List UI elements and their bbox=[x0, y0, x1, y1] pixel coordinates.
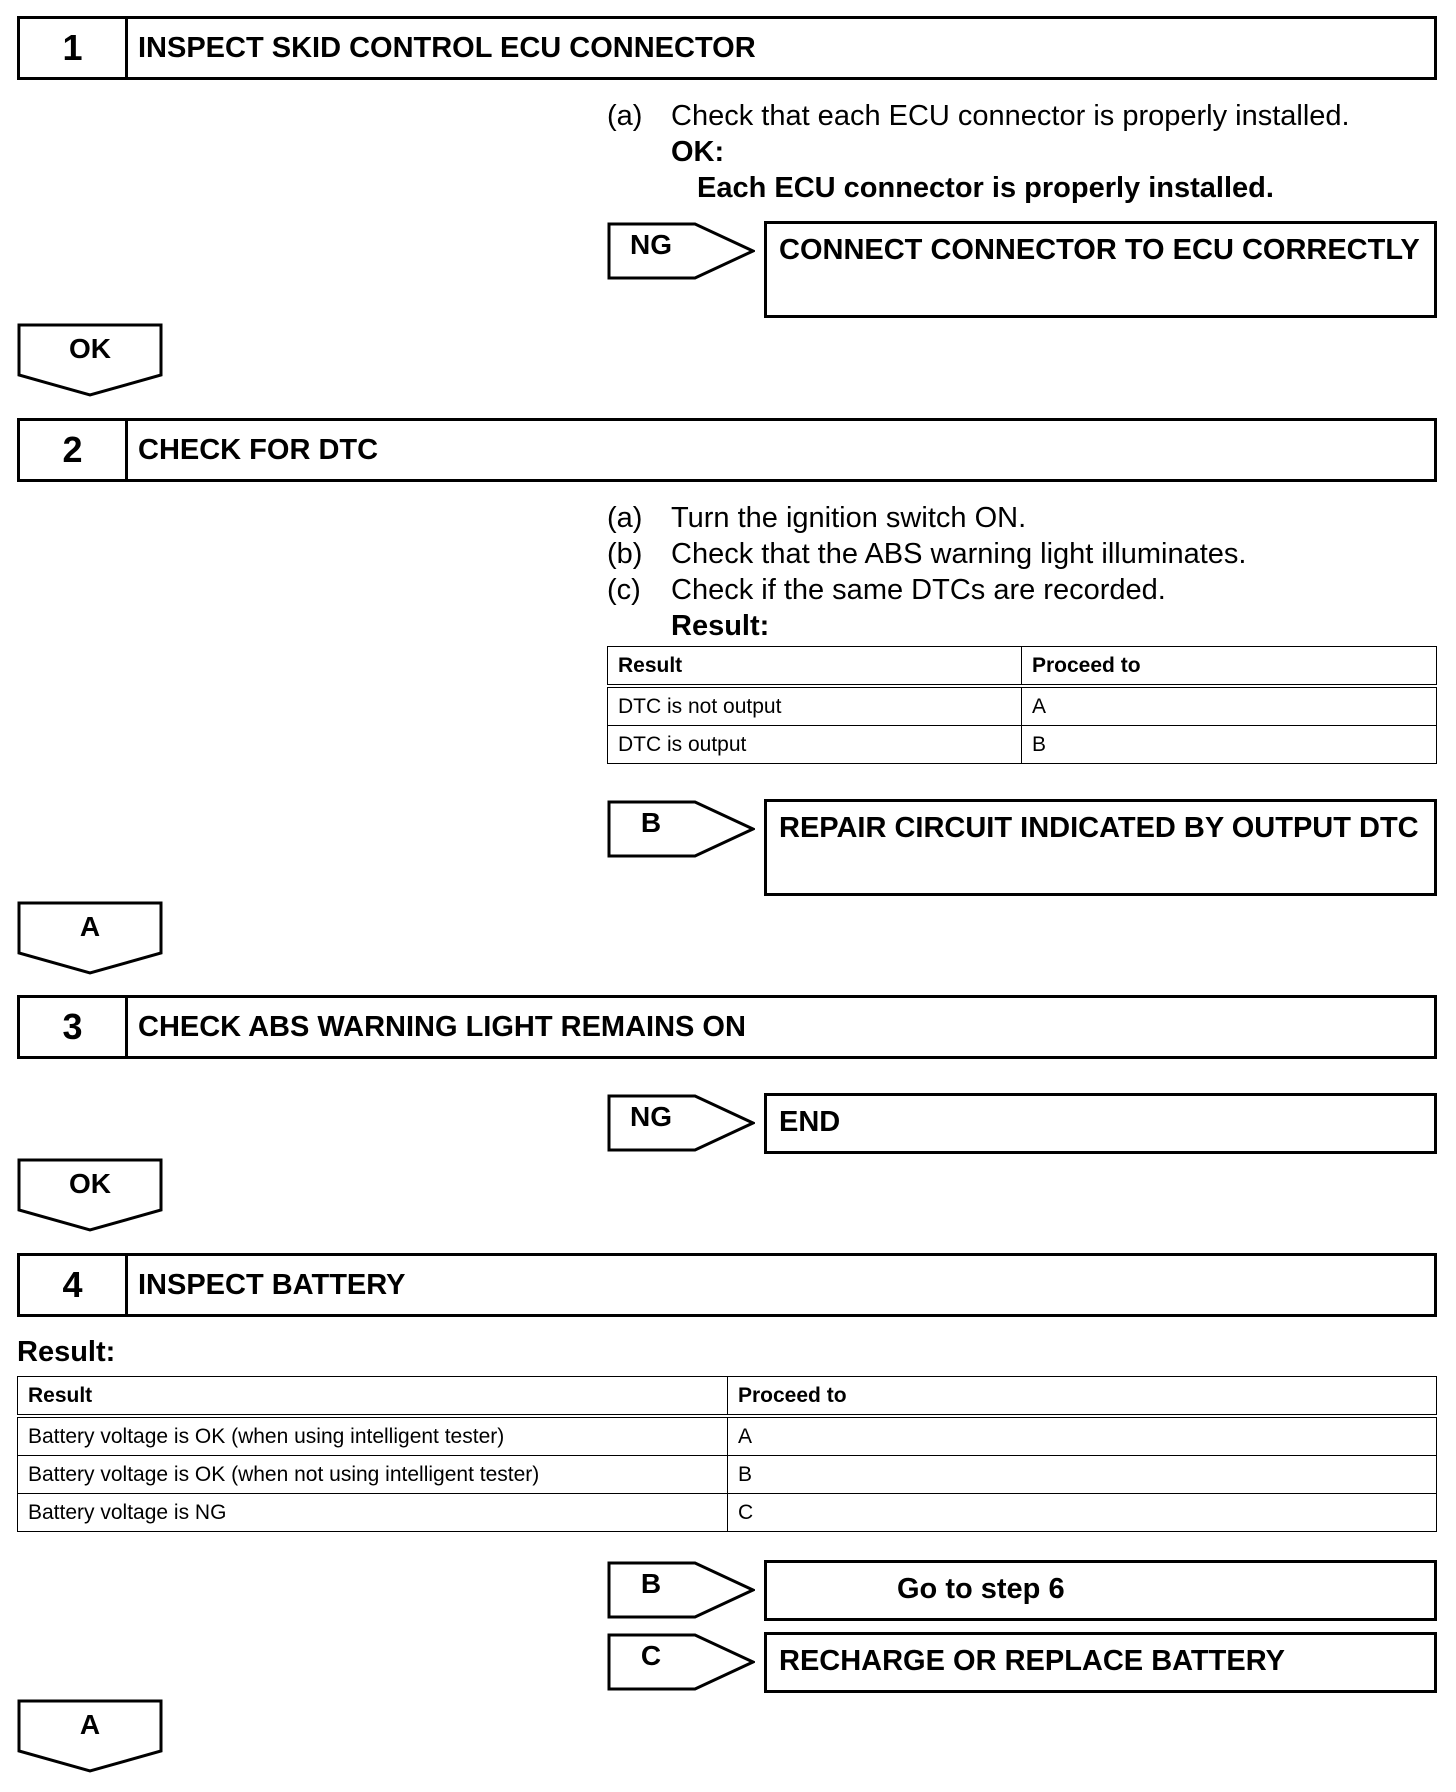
branch-label: NG bbox=[630, 1101, 672, 1132]
action-box: CONNECT CONNECTOR TO ECU CORRECTLY bbox=[764, 221, 1437, 318]
result-table bbox=[607, 646, 1437, 764]
step-number: 3 bbox=[20, 998, 128, 1056]
table-header: Proceed to bbox=[728, 1377, 1437, 1417]
proceed-label: A bbox=[79, 1709, 101, 1740]
table-header: Proceed to bbox=[1022, 647, 1437, 687]
step-1-header bbox=[17, 16, 1437, 80]
table-cell: A bbox=[728, 1416, 1437, 1456]
goto-box[interactable]: Go to step 6 bbox=[764, 1560, 1437, 1621]
table-cell: DTC is output bbox=[608, 726, 1022, 764]
action-box: END bbox=[764, 1093, 1437, 1154]
instruction-text: Check that the ABS warning light illuminates. bbox=[671, 538, 1247, 570]
step-number: 2 bbox=[20, 421, 128, 479]
table-cell: A bbox=[1022, 686, 1437, 726]
table-header: Result bbox=[608, 647, 1022, 687]
branch-label: B bbox=[640, 1568, 662, 1599]
step-title: INSPECT BATTERY bbox=[138, 1268, 406, 1301]
branch-label: C bbox=[640, 1640, 662, 1671]
instruction-label: (b) bbox=[607, 538, 643, 570]
table-cell: Battery voltage is OK (when using intelligent tester) bbox=[18, 1416, 728, 1456]
table-header: Result bbox=[18, 1377, 728, 1417]
table-cell: B bbox=[728, 1456, 1437, 1494]
table-cell: C bbox=[728, 1494, 1437, 1532]
table-row bbox=[608, 726, 1437, 764]
ok-criteria: Each ECU connector is properly installed. bbox=[697, 172, 1274, 204]
step-number: 4 bbox=[20, 1256, 128, 1314]
table-cell: Battery voltage is NG bbox=[18, 1494, 728, 1532]
step-number: 1 bbox=[20, 19, 128, 77]
ok-label: OK: bbox=[671, 136, 725, 168]
step-4-header bbox=[17, 1253, 1437, 1317]
branch-ng[interactable] bbox=[607, 222, 755, 280]
proceed-a[interactable] bbox=[17, 1699, 163, 1773]
step-2-instructions bbox=[607, 500, 1246, 644]
proceed-ok[interactable] bbox=[17, 323, 163, 397]
branch-label: B bbox=[640, 807, 662, 838]
branch-c[interactable] bbox=[607, 1633, 755, 1691]
instruction-label: (c) bbox=[607, 574, 641, 606]
step-title: CHECK FOR DTC bbox=[138, 433, 379, 466]
result-label: Result: bbox=[671, 610, 770, 642]
step-3-header bbox=[17, 995, 1437, 1059]
instruction-text: Turn the ignition switch ON. bbox=[671, 502, 1027, 534]
table-row bbox=[18, 1494, 1437, 1532]
branch-b[interactable] bbox=[607, 800, 755, 858]
instruction-text: Check if the same DTCs are recorded. bbox=[671, 574, 1166, 606]
instruction-label: (a) bbox=[607, 100, 643, 132]
table-cell: B bbox=[1022, 726, 1437, 764]
action-box: RECHARGE OR REPLACE BATTERY bbox=[764, 1632, 1437, 1693]
branch-ng[interactable] bbox=[607, 1094, 755, 1152]
instruction-label: (a) bbox=[607, 502, 643, 534]
table-cell: DTC is not output bbox=[608, 686, 1022, 726]
step-title: INSPECT SKID CONTROL ECU CONNECTOR bbox=[138, 31, 756, 64]
table-row bbox=[18, 1456, 1437, 1494]
table-header-row bbox=[608, 647, 1437, 687]
branch-b[interactable] bbox=[607, 1561, 755, 1619]
table-row bbox=[608, 686, 1437, 726]
instruction-text: Check that each ECU connector is properly installed. bbox=[671, 100, 1350, 132]
step-2-header bbox=[17, 418, 1437, 482]
table-cell: Battery voltage is OK (when not using intelligent tester) bbox=[18, 1456, 728, 1494]
result-table bbox=[17, 1376, 1437, 1532]
table-header-row bbox=[18, 1377, 1437, 1417]
table-row bbox=[18, 1416, 1437, 1456]
proceed-a[interactable] bbox=[17, 901, 163, 975]
step-1-instructions bbox=[607, 98, 1350, 206]
proceed-label: A bbox=[79, 911, 101, 942]
action-box: REPAIR CIRCUIT INDICATED BY OUTPUT DTC bbox=[764, 799, 1437, 896]
proceed-label: OK bbox=[69, 1168, 111, 1199]
branch-label: NG bbox=[630, 229, 672, 260]
step-title: CHECK ABS WARNING LIGHT REMAINS ON bbox=[138, 1010, 746, 1043]
proceed-label: OK bbox=[69, 333, 111, 364]
result-label: Result: bbox=[17, 1336, 116, 1368]
proceed-ok[interactable] bbox=[17, 1158, 163, 1232]
